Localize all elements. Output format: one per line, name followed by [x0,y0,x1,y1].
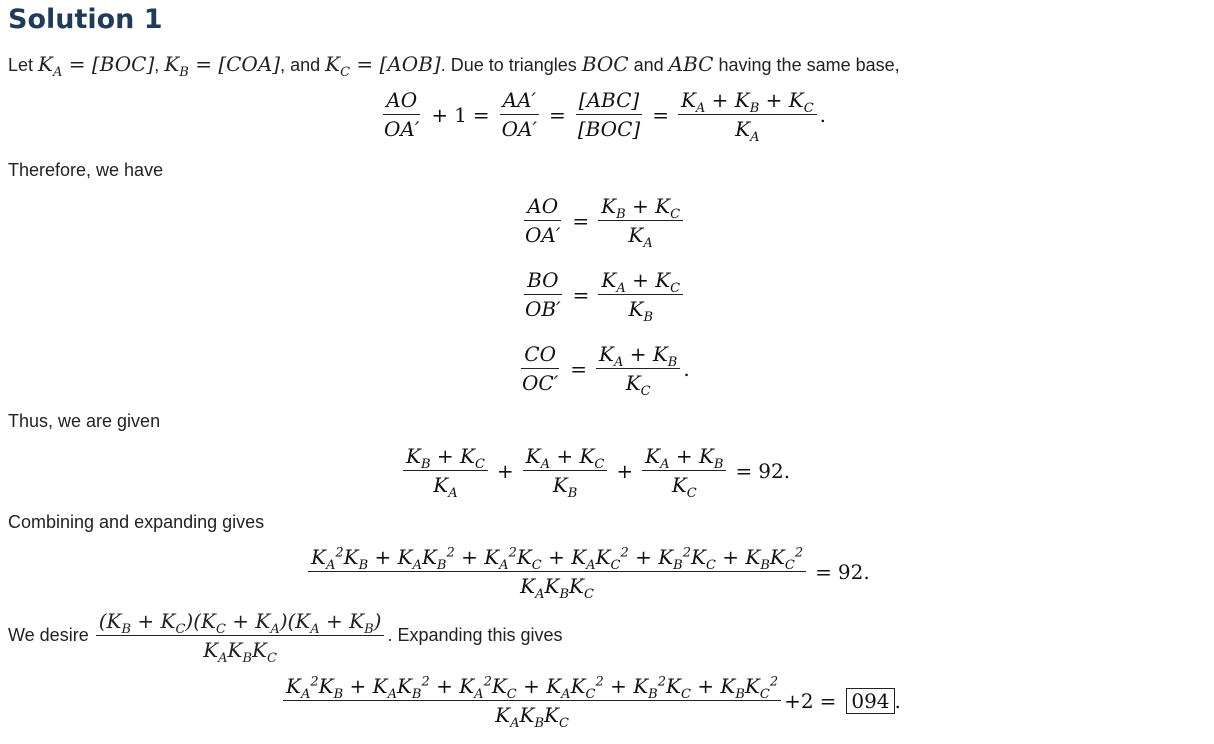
equation-given-sum: $\frac{K_B + K_C}{K_A}$ + $\frac{K_A + K_C}{K_B}$ + $\frac{K_A + K_B}{K_C}$ = 92 . [400,444,790,497]
equation-ratio-sum: $\frac{AO}{OA'}$ + 1 = $\frac{AA'}{OA'}$ = $\frac{\text{[ABC]}}{\text{[BOC]}}$ = $\frac{K_A + K_B + K_C}{K_A}$ . [378,88,826,141]
combining-text: Combining and expanding gives [8,512,265,532]
intro-end: having the same base, [718,55,900,75]
desire-paragraph [8,609,563,666]
frac-sum-ka: $\frac{K_A + K_B + K_C}{K_A}$ [678,88,817,141]
intro-sep1: , [154,55,160,75]
frac-abc-boc: $\frac{\text{[ABC]}}{\text{[BOC]}}$ [575,88,643,141]
num-one: 1 [454,102,467,127]
math-boc: BOC [581,52,629,76]
num-92-a: 92 [758,458,784,483]
intro-tail: . Due to triangles [440,55,577,75]
desire-lead: We desire [8,625,89,645]
therefore-text: Therefore, we have [8,160,164,180]
equation-final: $\frac{K_A^2K_B + K_AK_B^2 + K_A^2K_C + K_AK_C^2 + K_B^2K_C + K_BK_C^2}{K_AK_BK_C}$ + 2 = 094 . [280,674,901,727]
equation-ao: $\frac{AO}{OA'}$ = $\frac{K_B + K_C}{K_A}$ [519,194,686,247]
math-kc-def: $K_C = [AOB]$ [325,52,441,80]
intro-lead: Let [8,55,34,75]
math-abc: ABC [668,52,714,76]
equation-bo: $\frac{BO}{OB'}$ = $\frac{K_A + K_C}{K_B}$ [519,268,686,321]
num-two: 2 [800,688,814,713]
intro-and: and [633,55,664,75]
equation-co: $\frac{CO}{OC'}$ = $\frac{K_A + K_B}{K_C}$ . [522,342,690,399]
num-92-b: 92 [837,559,864,584]
intro-sep2: , and [280,55,321,75]
given-text: Thus, we are given [8,411,161,431]
intro-paragraph [8,52,900,80]
frac-ao-oa: $\frac{AO}{OA'}$ [384,88,420,141]
answer-box: 094 [846,688,894,714]
desire-fraction: $\frac{(K_B + K_C)(K_C + K_A)(K_A + K_B)}{K_AK_BK_C}$ [93,609,388,662]
solution-heading: Solution 1 [8,4,163,35]
equation-expanded: $\frac{K_A^2K_B + K_AK_B^2 + K_A^2K_C + K_AK_C^2 + K_B^2K_C + K_BK_C^2}{K_AK_BK_C}$ = 92 . [305,545,870,598]
math-kb-def: $K_B = [COA]$ [164,52,281,80]
frac-aa-oa: $\frac{AA'}{OA'}$ [499,88,540,141]
desire-tail: . Expanding this gives [387,625,563,645]
math-ka-def: $K_A = [BOC]$ [38,52,155,80]
